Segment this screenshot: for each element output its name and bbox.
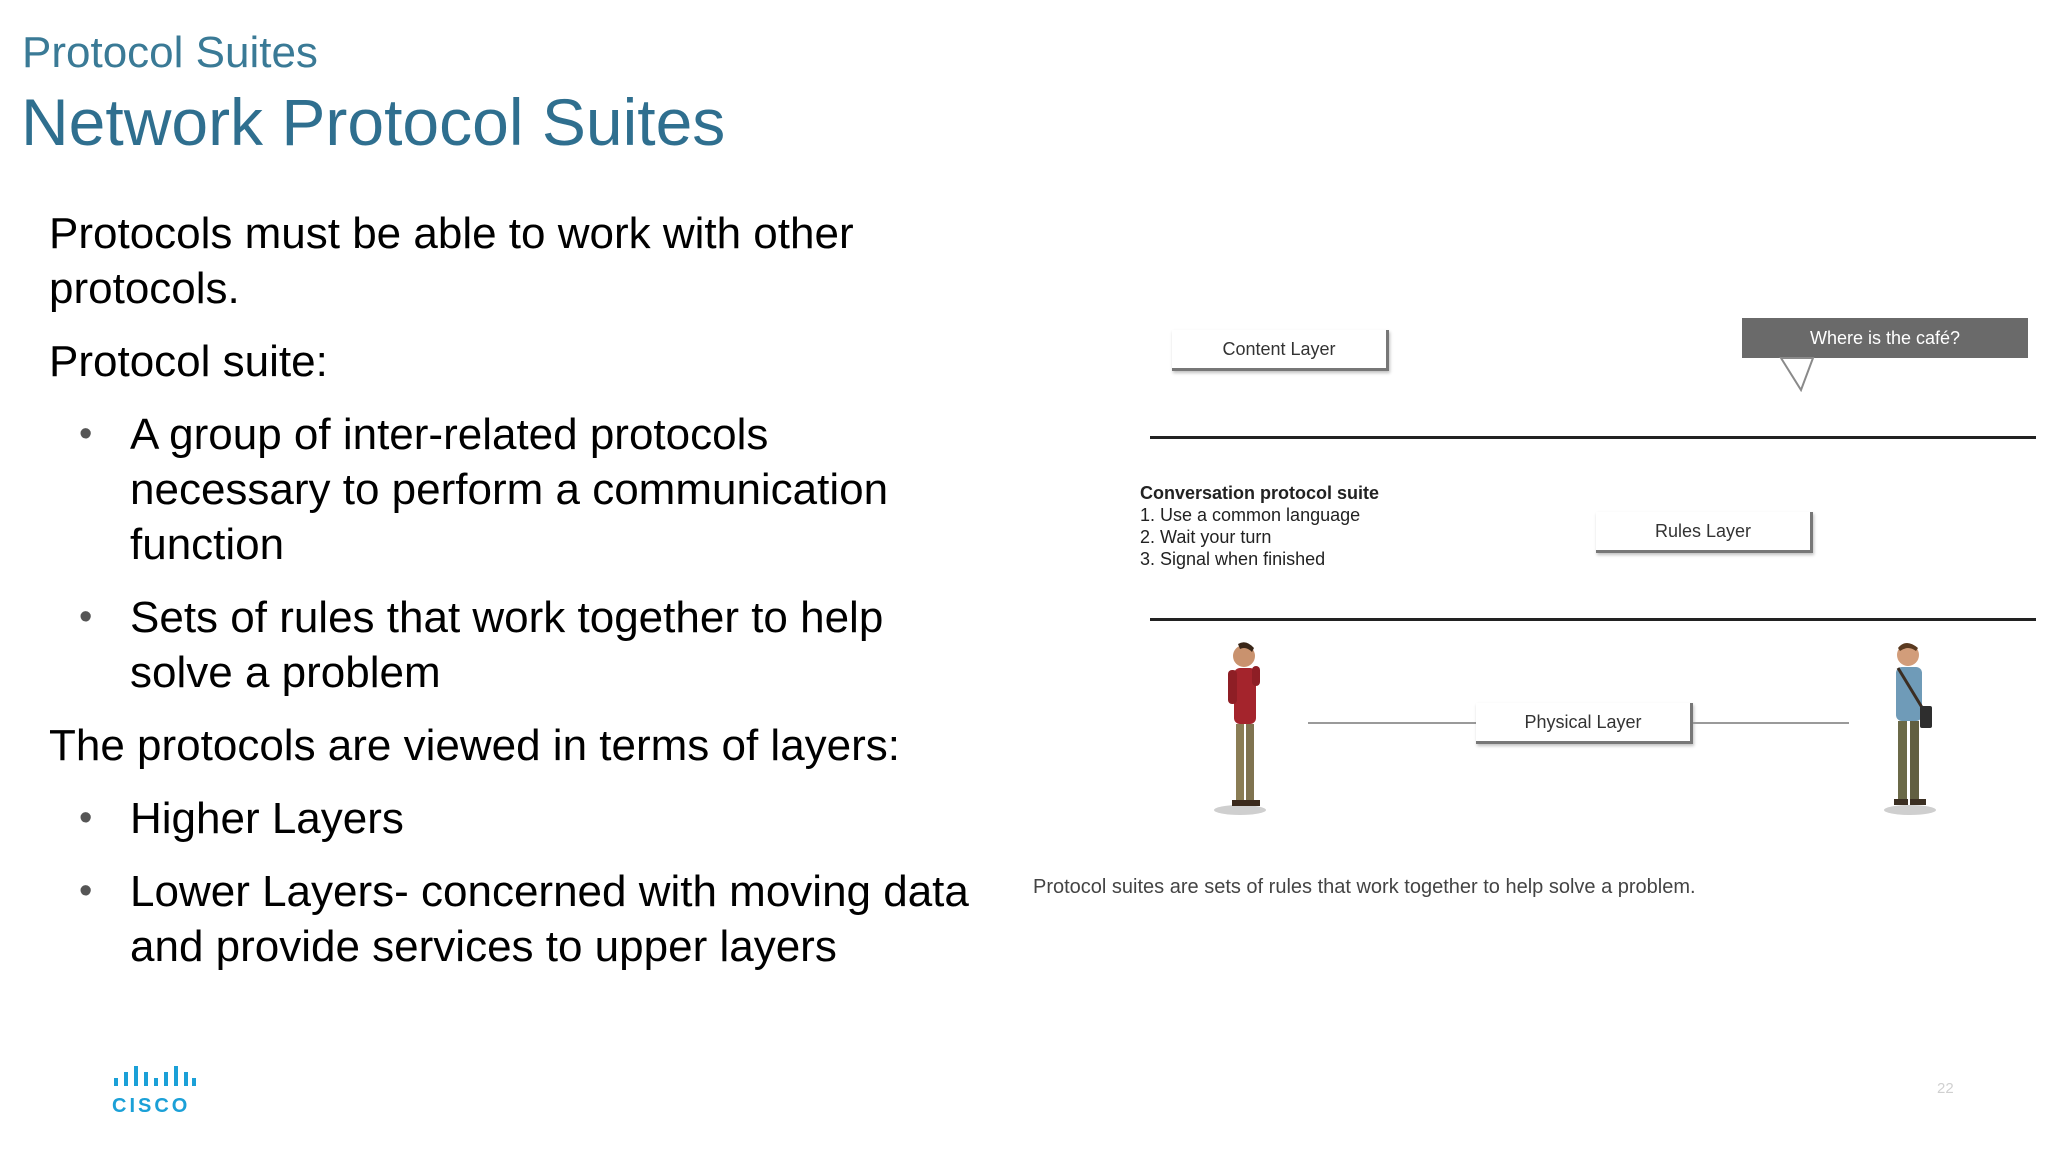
bullet-text: Lower Layers- concerned with moving data and provide services to upper layers [130, 867, 969, 971]
bullet-dot: • [79, 596, 93, 638]
suite-title: Conversation protocol suite [1140, 483, 1380, 503]
conversation-suite [1140, 482, 1379, 570]
bullet-item [49, 864, 969, 974]
layers-bullet-list [49, 791, 969, 974]
connector-line-right [1693, 722, 1849, 724]
person-right-icon [1870, 640, 1950, 818]
bullet-dot: • [79, 797, 93, 839]
bullet-text: A group of inter-related protocols necessary to perform a communication function [130, 410, 889, 569]
suite-rule: 2. Wait your turn [1140, 527, 1272, 547]
cisco-bars-icon [112, 1066, 196, 1088]
protocol-layers-figure [1020, 300, 2040, 920]
bullet-text: Higher Layers [130, 794, 404, 843]
speech-bubble: Where is the café? [1742, 318, 2028, 358]
rules-layer-box: Rules Layer [1596, 512, 1813, 553]
bullet-item [49, 407, 969, 572]
physical-layer-box: Physical Layer [1476, 703, 1693, 744]
connector-line-left [1308, 722, 1476, 724]
slide-subtitle: Protocol Suites [22, 28, 318, 77]
suite-bullet-list [49, 407, 969, 700]
slide-title: Network Protocol Suites [21, 85, 726, 159]
bullet-dot: • [79, 870, 93, 912]
bullet-item [49, 791, 969, 846]
cisco-wordmark: CISCO [112, 1095, 191, 1117]
suite-heading: Protocol suite: [49, 337, 328, 386]
intro-paragraph: Protocols must be able to work with other protocols. [49, 209, 854, 313]
layers-heading: The protocols are viewed in terms of layers: [49, 721, 901, 770]
content-layer-box: Content Layer [1172, 330, 1389, 371]
divider-line-top [1150, 436, 2036, 439]
bullet-text: Sets of rules that work together to help solve a problem [130, 593, 884, 697]
slide-body [49, 206, 969, 992]
bullet-item [49, 590, 969, 700]
page-number: 22 [1937, 1080, 1954, 1097]
person-left-icon [1200, 640, 1280, 818]
suite-rule: 1. Use a common language [1140, 505, 1361, 525]
divider-line-bottom [1150, 618, 2036, 621]
speech-bubble-tail [1775, 356, 1815, 392]
figure-caption: Protocol suites are sets of rules that work together to help solve a problem. [1033, 876, 1696, 898]
cisco-logo [112, 1066, 196, 1118]
bullet-dot: • [79, 413, 93, 455]
suite-rule: 3. Signal when finished [1140, 549, 1326, 569]
